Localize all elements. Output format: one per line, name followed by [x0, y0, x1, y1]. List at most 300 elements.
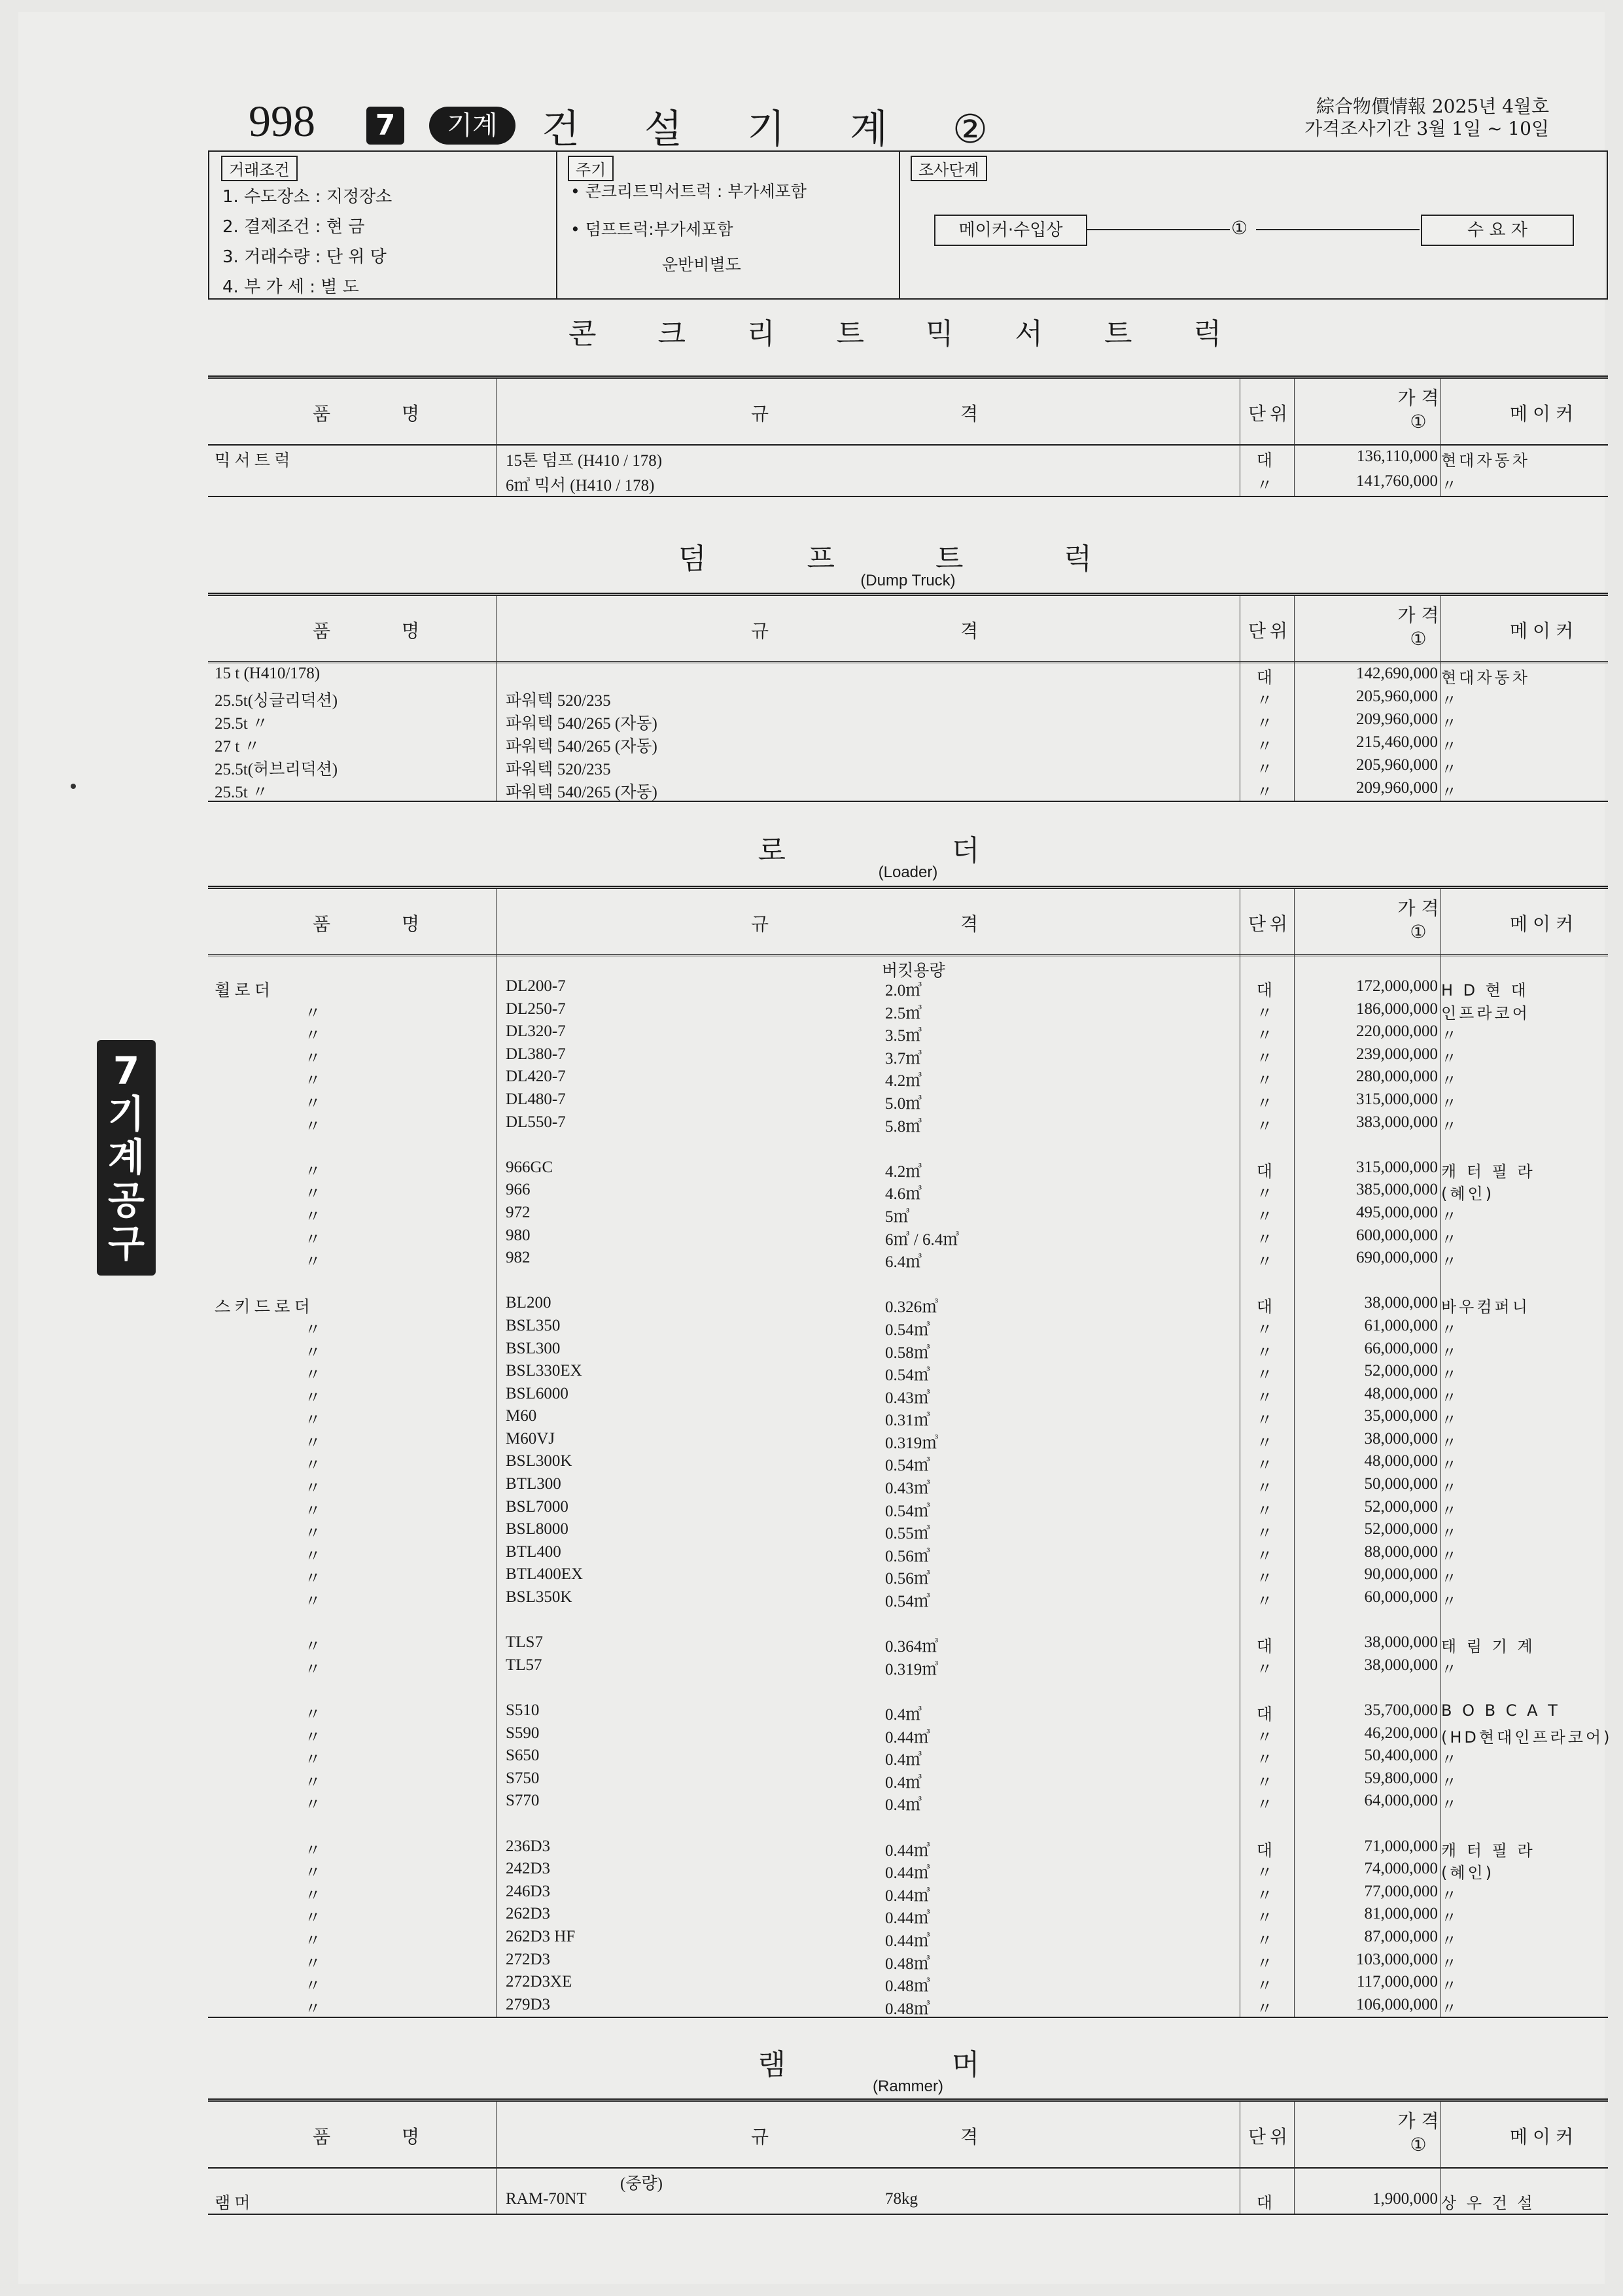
- item-name: 〃: [304, 1208, 321, 1226]
- col-header-spec: 규: [751, 913, 769, 935]
- item-price: 88,000,000: [1364, 1542, 1438, 1561]
- stage-source: 메이커·수입상: [934, 215, 1087, 246]
- item-unit: 대: [1256, 1706, 1273, 1724]
- item-unit: 〃: [1256, 1049, 1273, 1068]
- capacity-header-row: [208, 956, 1608, 980]
- table-row: [208, 1813, 1608, 1836]
- table-row: [208, 1066, 1608, 1089]
- item-capacity: 0.326㎥: [885, 1298, 939, 1317]
- item-price: 61,000,000: [1364, 1316, 1438, 1334]
- item-capacity: 0.44㎥: [885, 1909, 930, 1928]
- item-unit: 〃: [1256, 1434, 1273, 1452]
- item-spec: 980: [506, 1226, 531, 1244]
- col-header-spec-right: 격: [960, 620, 979, 642]
- item-maker: 캐 터 필 라: [1441, 1162, 1535, 1181]
- table-row: [208, 1926, 1608, 1949]
- item-maker: (혜인): [1441, 1185, 1495, 1204]
- col-header-spec: 규: [751, 2126, 769, 2148]
- table-row: [208, 1497, 1608, 1520]
- table-row: [208, 1429, 1608, 1452]
- item-spec: 파워텍 540/265 (자동): [506, 784, 657, 801]
- item-unit: 대: [1256, 1841, 1273, 1860]
- table-row: [208, 1994, 1608, 2017]
- item-name: 〃: [304, 1638, 321, 1656]
- col-header-price: 가 격 ①: [1397, 2110, 1439, 2155]
- item-maker: 상 우 건 설: [1441, 2194, 1535, 2212]
- table-row: [208, 1179, 1608, 1202]
- item-spec: S770: [506, 1792, 540, 1810]
- item-capacity: 0.44㎥: [885, 1864, 930, 1883]
- item-maker: 〃: [1441, 1411, 1459, 1430]
- item-name: 〃: [304, 1796, 321, 1815]
- item-name: 25.5t(허브리덕션): [215, 761, 338, 778]
- item-unit: 〃: [1256, 1796, 1273, 1815]
- item-spec: 6㎥ 믹서 (H410 / 178): [506, 477, 655, 495]
- item-price: 205,960,000: [1356, 756, 1438, 774]
- item-price: 141,760,000: [1356, 472, 1438, 490]
- table-row: [208, 1587, 1608, 1610]
- item-price: 60,000,000: [1364, 1588, 1438, 1607]
- item-name: 〃: [304, 1027, 321, 1045]
- item-unit: 〃: [1256, 1570, 1273, 1588]
- item-name: 〃: [304, 1366, 321, 1385]
- col-header-unit: 단위: [1248, 620, 1292, 642]
- col-header-maker: 메이커: [1510, 913, 1579, 935]
- table-row: [208, 1112, 1608, 1135]
- notes-panel: [556, 152, 900, 298]
- item-name: 〃: [304, 1660, 321, 1679]
- item-name: 〃: [304, 1728, 321, 1747]
- item-capacity: 0.48㎥: [885, 1955, 930, 1973]
- item-maker: 〃: [1441, 1546, 1459, 1565]
- conditions-box: [208, 150, 1608, 300]
- publication-info: [1304, 96, 1549, 140]
- table-body: [208, 663, 1608, 801]
- stage-mark: ①: [1231, 217, 1248, 239]
- table-row: [208, 663, 1608, 686]
- col-header-unit: 단위: [1248, 403, 1292, 425]
- table-row: [208, 1723, 1613, 1747]
- trade-condition-line: 4. 부 가 세 : 별 도: [222, 277, 359, 297]
- table-body: [208, 976, 1613, 2018]
- item-capacity: 5.0㎥: [885, 1094, 922, 1113]
- item-price: 52,000,000: [1364, 1497, 1438, 1516]
- item-price: 280,000,000: [1356, 1068, 1438, 1086]
- item-capacity: 0.319㎥: [885, 1434, 939, 1452]
- item-maker: 〃: [1441, 1909, 1459, 1928]
- table-row: [208, 1519, 1608, 1542]
- item-price: 215,460,000: [1356, 733, 1438, 751]
- table-row: [208, 1361, 1608, 1383]
- item-capacity: 0.43㎥: [885, 1389, 930, 1407]
- table-header: [208, 889, 1608, 956]
- item-unit: 〃: [1256, 1525, 1273, 1543]
- item-price: 90,000,000: [1364, 1565, 1438, 1584]
- item-spec: BSL350K: [506, 1588, 572, 1607]
- item-capacity: 5.8㎥: [885, 1117, 922, 1136]
- item-capacity: 0.4㎥: [885, 1706, 922, 1724]
- item-capacity: 3.7㎥: [885, 1049, 922, 1068]
- item-unit: 〃: [1256, 477, 1273, 495]
- item-spec: M60VJ: [506, 1429, 555, 1448]
- item-maker: 〃: [1441, 1388, 1459, 1407]
- item-maker: 〃: [1441, 1320, 1459, 1339]
- item-maker: 〃: [1441, 1433, 1459, 1452]
- item-maker: 〃: [1441, 1366, 1459, 1385]
- item-price: 64,000,000: [1364, 1792, 1438, 1810]
- item-unit: 〃: [1256, 1728, 1273, 1747]
- item-maker: 〃: [1441, 1886, 1459, 1905]
- item-maker: 〃: [1441, 1026, 1459, 1045]
- item-spec: BSL6000: [506, 1384, 568, 1402]
- item-unit: 〃: [1256, 1094, 1273, 1113]
- item-price: 38,000,000: [1364, 1633, 1438, 1652]
- item-capacity: 2.5㎥: [885, 1004, 922, 1022]
- table-row: [208, 1202, 1608, 1225]
- table-body: [208, 2189, 1608, 2214]
- publication-name: 綜合物價情報 2025년 4월호: [1316, 96, 1549, 117]
- mixer-table: [208, 375, 1608, 497]
- col-header-name: 품 명: [313, 913, 452, 935]
- stage-line: [1256, 229, 1420, 230]
- table-row: [208, 1451, 1608, 1474]
- item-spec: 파워텍 520/235: [506, 761, 611, 778]
- item-price: 315,000,000: [1356, 1158, 1438, 1176]
- item-price: 35,700,000: [1364, 1701, 1438, 1719]
- item-maker: 현대자동차: [1441, 669, 1530, 687]
- table-row: [208, 1338, 1608, 1361]
- item-price: 315,000,000: [1356, 1090, 1438, 1108]
- table-row: [208, 1904, 1608, 1926]
- item-name: 〃: [304, 1909, 321, 1928]
- item-price: 495,000,000: [1356, 1203, 1438, 1221]
- item-unit: 대: [1256, 452, 1273, 470]
- item-spec: BL200: [506, 1294, 551, 1312]
- table-row: [208, 1564, 1608, 1587]
- item-spec: DL380-7: [506, 1045, 566, 1063]
- section-title-rammer: 램 머: [758, 2048, 1058, 2081]
- item-unit: 대: [1256, 669, 1273, 687]
- item-name: 램 머: [215, 2195, 251, 2212]
- chapter-badge: 7: [366, 107, 404, 145]
- item-capacity: 0.54㎥: [885, 1321, 930, 1339]
- item-unit: 〃: [1256, 1185, 1273, 1204]
- item-price: 81,000,000: [1364, 1905, 1438, 1923]
- item-name: 〃: [304, 1072, 321, 1090]
- item-capacity: 0.54㎥: [885, 1502, 930, 1520]
- table-row: [208, 1270, 1608, 1293]
- table-body: [208, 446, 1608, 496]
- item-unit: 〃: [1256, 715, 1273, 733]
- item-name: 스 키 드 로 더: [215, 1298, 310, 1317]
- table-row: [208, 1293, 1608, 1315]
- page-title: 건 설 기 계 ②: [542, 107, 1014, 152]
- item-price: 48,000,000: [1364, 1452, 1438, 1470]
- item-capacity: 6㎥ / 6.4㎥: [885, 1230, 960, 1249]
- table-row: [208, 1044, 1608, 1067]
- item-capacity: 0.44㎥: [885, 1932, 930, 1950]
- item-unit: 〃: [1256, 1004, 1273, 1022]
- item-capacity: 5㎥: [885, 1208, 910, 1226]
- item-name: 〃: [304, 1117, 321, 1136]
- table-row: [208, 1225, 1608, 1248]
- item-spec: DL550-7: [506, 1113, 566, 1131]
- item-name: 〃: [304, 1887, 321, 1905]
- trade-condition-line: 3. 거래수량 : 단 위 당: [222, 247, 387, 267]
- side-tab-char: 7: [113, 1049, 140, 1093]
- table-row: [208, 976, 1608, 999]
- category-badge: 기계: [429, 107, 515, 145]
- weight-header-row: [208, 2169, 1608, 2193]
- item-spec: 982: [506, 1249, 531, 1267]
- item-unit: 〃: [1256, 1389, 1273, 1407]
- item-price: 74,000,000: [1364, 1860, 1438, 1878]
- item-spec: S750: [506, 1769, 540, 1787]
- item-capacity: 4.2㎥: [885, 1072, 922, 1090]
- table-header: [208, 596, 1608, 663]
- page: [18, 12, 1613, 2284]
- item-unit: 〃: [1256, 1230, 1273, 1249]
- item-maker: 〃: [1441, 1750, 1459, 1769]
- trade-conditions-label: 거래조건: [221, 156, 298, 181]
- table-row: [208, 1315, 1608, 1338]
- table-row: [208, 1632, 1608, 1655]
- item-spec: S650: [506, 1747, 540, 1765]
- table-row: [208, 1089, 1608, 1112]
- note-line: • 덤프트럭:부가세포함: [570, 220, 733, 239]
- loader-table: [208, 886, 1613, 2018]
- item-capacity: 0.54㎥: [885, 1366, 930, 1385]
- item-price: 48,000,000: [1364, 1384, 1438, 1402]
- item-maker: 〃: [1441, 1524, 1459, 1543]
- item-maker: 〃: [1441, 1479, 1459, 1498]
- side-tab-char: 공: [107, 1178, 145, 1223]
- item-capacity: 0.58㎥: [885, 1344, 930, 1362]
- item-name: 휠 로 더: [215, 982, 270, 1000]
- item-maker: 〃: [1441, 1773, 1459, 1792]
- item-price: 172,000,000: [1356, 977, 1438, 995]
- item-unit: 대: [1256, 1298, 1273, 1317]
- item-price: 136,110,000: [1356, 447, 1438, 465]
- col-header-name: 품 명: [313, 403, 452, 425]
- table-row: [208, 1790, 1608, 1813]
- item-name: 〃: [304, 1004, 321, 1022]
- item-spec: 262D3 HF: [506, 1927, 576, 1945]
- item-spec: 272D3: [506, 1950, 551, 1968]
- item-spec: 966: [506, 1181, 531, 1199]
- item-capacity: 0.4㎥: [885, 1773, 922, 1792]
- item-name: 〃: [304, 1389, 321, 1407]
- item-capacity: 0.48㎥: [885, 1977, 930, 1996]
- item-spec: 파워텍 520/235: [506, 692, 611, 710]
- table-row: [208, 1768, 1608, 1791]
- item-name: 〃: [304, 1570, 321, 1588]
- item-spec: M60: [506, 1407, 537, 1425]
- bucket-capacity-label: 버킷용량: [882, 962, 945, 980]
- item-capacity: 6.4㎥: [885, 1253, 922, 1272]
- item-maker: 〃: [1441, 737, 1459, 756]
- section-subtitle-dump: (Dump Truck): [860, 572, 956, 589]
- item-capacity: 4.6㎥: [885, 1185, 922, 1204]
- stage-destination: 수 요 자: [1421, 215, 1574, 246]
- item-name: 〃: [304, 1547, 321, 1565]
- item-price: 239,000,000: [1356, 1045, 1438, 1063]
- item-spec: BSL330EX: [506, 1362, 582, 1380]
- item-maker: 〃: [1441, 1207, 1459, 1226]
- item-maker: 인프라코어: [1441, 1003, 1530, 1022]
- item-unit: 〃: [1256, 1887, 1273, 1905]
- item-spec: 246D3: [506, 1882, 551, 1900]
- item-unit: 대: [1256, 1638, 1273, 1656]
- col-header-maker: 메이커: [1510, 620, 1579, 642]
- item-maker: 〃: [1441, 1117, 1459, 1136]
- item-spec: 15톤 덤프 (H410 / 178): [506, 452, 663, 470]
- item-price: 46,200,000: [1364, 1724, 1438, 1742]
- item-name: 〃: [304, 1094, 321, 1113]
- item-name: 〃: [304, 1955, 321, 1973]
- item-unit: 〃: [1256, 1457, 1273, 1475]
- table-row: [208, 1406, 1608, 1429]
- notes-label: 주기: [568, 156, 614, 181]
- item-unit: 대: [1256, 2195, 1273, 2212]
- col-header-unit: 단위: [1248, 2126, 1292, 2148]
- table-row: [208, 1655, 1608, 1678]
- table-row: [208, 778, 1608, 801]
- table-row: [208, 1157, 1608, 1180]
- item-capacity: 0.44㎥: [885, 1728, 930, 1747]
- item-capacity: 4.2㎥: [885, 1162, 922, 1181]
- item-name: 믹 서 트 럭: [215, 452, 290, 470]
- side-tab-char: 구: [107, 1221, 145, 1266]
- item-spec: BSL8000: [506, 1520, 568, 1539]
- item-maker: 〃: [1441, 1230, 1459, 1249]
- table-row: [208, 1542, 1608, 1565]
- item-maker: 〃: [1441, 1071, 1459, 1090]
- item-maker: 〃: [1441, 783, 1459, 801]
- item-unit: 〃: [1256, 1502, 1273, 1520]
- item-spec: TLS7: [506, 1633, 543, 1652]
- item-name: 25.5t 〃: [215, 715, 268, 733]
- col-header-spec-right: 격: [960, 913, 979, 935]
- item-price: 117,000,000: [1356, 1973, 1438, 1991]
- item-spec: 242D3: [506, 1860, 551, 1878]
- table-row: [208, 1383, 1608, 1406]
- item-spec: TL57: [506, 1656, 542, 1674]
- item-maker: 〃: [1441, 760, 1459, 778]
- item-unit: 〃: [1256, 1072, 1273, 1090]
- item-capacity: 0.48㎥: [885, 2000, 930, 2018]
- item-unit: 〃: [1256, 1660, 1273, 1679]
- item-maker: 〃: [1441, 691, 1459, 710]
- item-capacity: 0.44㎥: [885, 1887, 930, 1905]
- item-name: 〃: [304, 1321, 321, 1339]
- item-maker: 현대자동차: [1441, 451, 1530, 470]
- col-header-spec: 규: [751, 620, 769, 642]
- punch-mark: [71, 784, 76, 789]
- item-price: 66,000,000: [1364, 1339, 1438, 1357]
- table-header: [208, 2102, 1608, 2169]
- item-spec: DL200-7: [506, 977, 566, 995]
- trade-condition-line: 2. 결제조건 : 현 금: [222, 217, 365, 237]
- item-name: 15 t (H410/178): [215, 665, 321, 682]
- item-capacity: 0.55㎥: [885, 1525, 930, 1543]
- col-header-unit: 단위: [1248, 913, 1292, 935]
- item-unit: 〃: [1256, 2000, 1273, 2018]
- item-capacity: 3.5㎥: [885, 1027, 922, 1045]
- item-spec: BSL350: [506, 1316, 561, 1334]
- table-row: [208, 1949, 1608, 1972]
- item-unit: 대: [1256, 1162, 1273, 1181]
- item-price: 220,000,000: [1356, 1022, 1438, 1041]
- item-unit: 〃: [1256, 1208, 1273, 1226]
- table-row: [208, 1021, 1608, 1044]
- note-line: • 콘크리트믹서트럭 : 부가세포함: [570, 182, 807, 201]
- item-price: 38,000,000: [1364, 1294, 1438, 1312]
- item-price: 35,000,000: [1364, 1407, 1438, 1425]
- item-unit: 〃: [1256, 1253, 1273, 1272]
- chapter-side-tab: [97, 1040, 156, 1276]
- table-row: [208, 1677, 1608, 1700]
- item-price: 103,000,000: [1356, 1950, 1438, 1968]
- item-name: 〃: [304, 1841, 321, 1860]
- item-price: 50,000,000: [1364, 1475, 1438, 1493]
- table-header: [208, 379, 1608, 446]
- item-spec: 236D3: [506, 1837, 551, 1855]
- item-name: 27 t 〃: [215, 738, 260, 756]
- table-row: [208, 1836, 1608, 1859]
- survey-stage-label: 조사단계: [911, 156, 987, 181]
- table-row: [208, 755, 1608, 778]
- item-price: 106,000,000: [1356, 1995, 1438, 2013]
- page-number: 998: [249, 96, 315, 146]
- table-row: [208, 1247, 1608, 1270]
- item-price: 38,000,000: [1364, 1429, 1438, 1448]
- item-maker: 〃: [1441, 1954, 1459, 1973]
- item-maker: 〃: [1441, 1569, 1459, 1588]
- side-tab-char: 계: [107, 1135, 145, 1179]
- item-capacity: 0.44㎥: [885, 1841, 930, 1860]
- side-tab-char: 기: [107, 1092, 145, 1136]
- item-maker: 〃: [1441, 1660, 1459, 1679]
- item-capacity: 0.4㎥: [885, 1796, 922, 1815]
- item-price: 690,000,000: [1356, 1249, 1438, 1267]
- item-name: 〃: [304, 1864, 321, 1883]
- table-row: [208, 999, 1608, 1022]
- item-price: 385,000,000: [1356, 1181, 1438, 1199]
- item-name: 〃: [304, 1344, 321, 1362]
- item-maker: 〃: [1441, 1343, 1459, 1362]
- item-name: 〃: [304, 1412, 321, 1430]
- item-maker: B O B C A T: [1441, 1701, 1560, 1720]
- item-spec: 파워텍 540/265 (자동): [506, 715, 657, 733]
- item-spec: DL250-7: [506, 1000, 566, 1018]
- col-header-price: 가 격 ①: [1397, 897, 1439, 943]
- stage-line: [1086, 229, 1230, 230]
- item-maker: (혜인): [1441, 1864, 1495, 1883]
- item-spec: S510: [506, 1701, 540, 1719]
- item-unit: 〃: [1256, 1480, 1273, 1498]
- item-spec: RAM-70NT: [506, 2190, 587, 2208]
- item-price: 50,400,000: [1364, 1747, 1438, 1765]
- item-spec: BSL7000: [506, 1497, 568, 1516]
- section-subtitle-loader: (Loader): [878, 863, 938, 881]
- item-maker: 〃: [1441, 1592, 1459, 1611]
- item-price: 209,960,000: [1356, 779, 1438, 797]
- item-price: 1,900,000: [1372, 2190, 1438, 2208]
- table-row: [208, 1972, 1608, 1994]
- item-name: 〃: [304, 1751, 321, 1769]
- table-row: [208, 2189, 1608, 2214]
